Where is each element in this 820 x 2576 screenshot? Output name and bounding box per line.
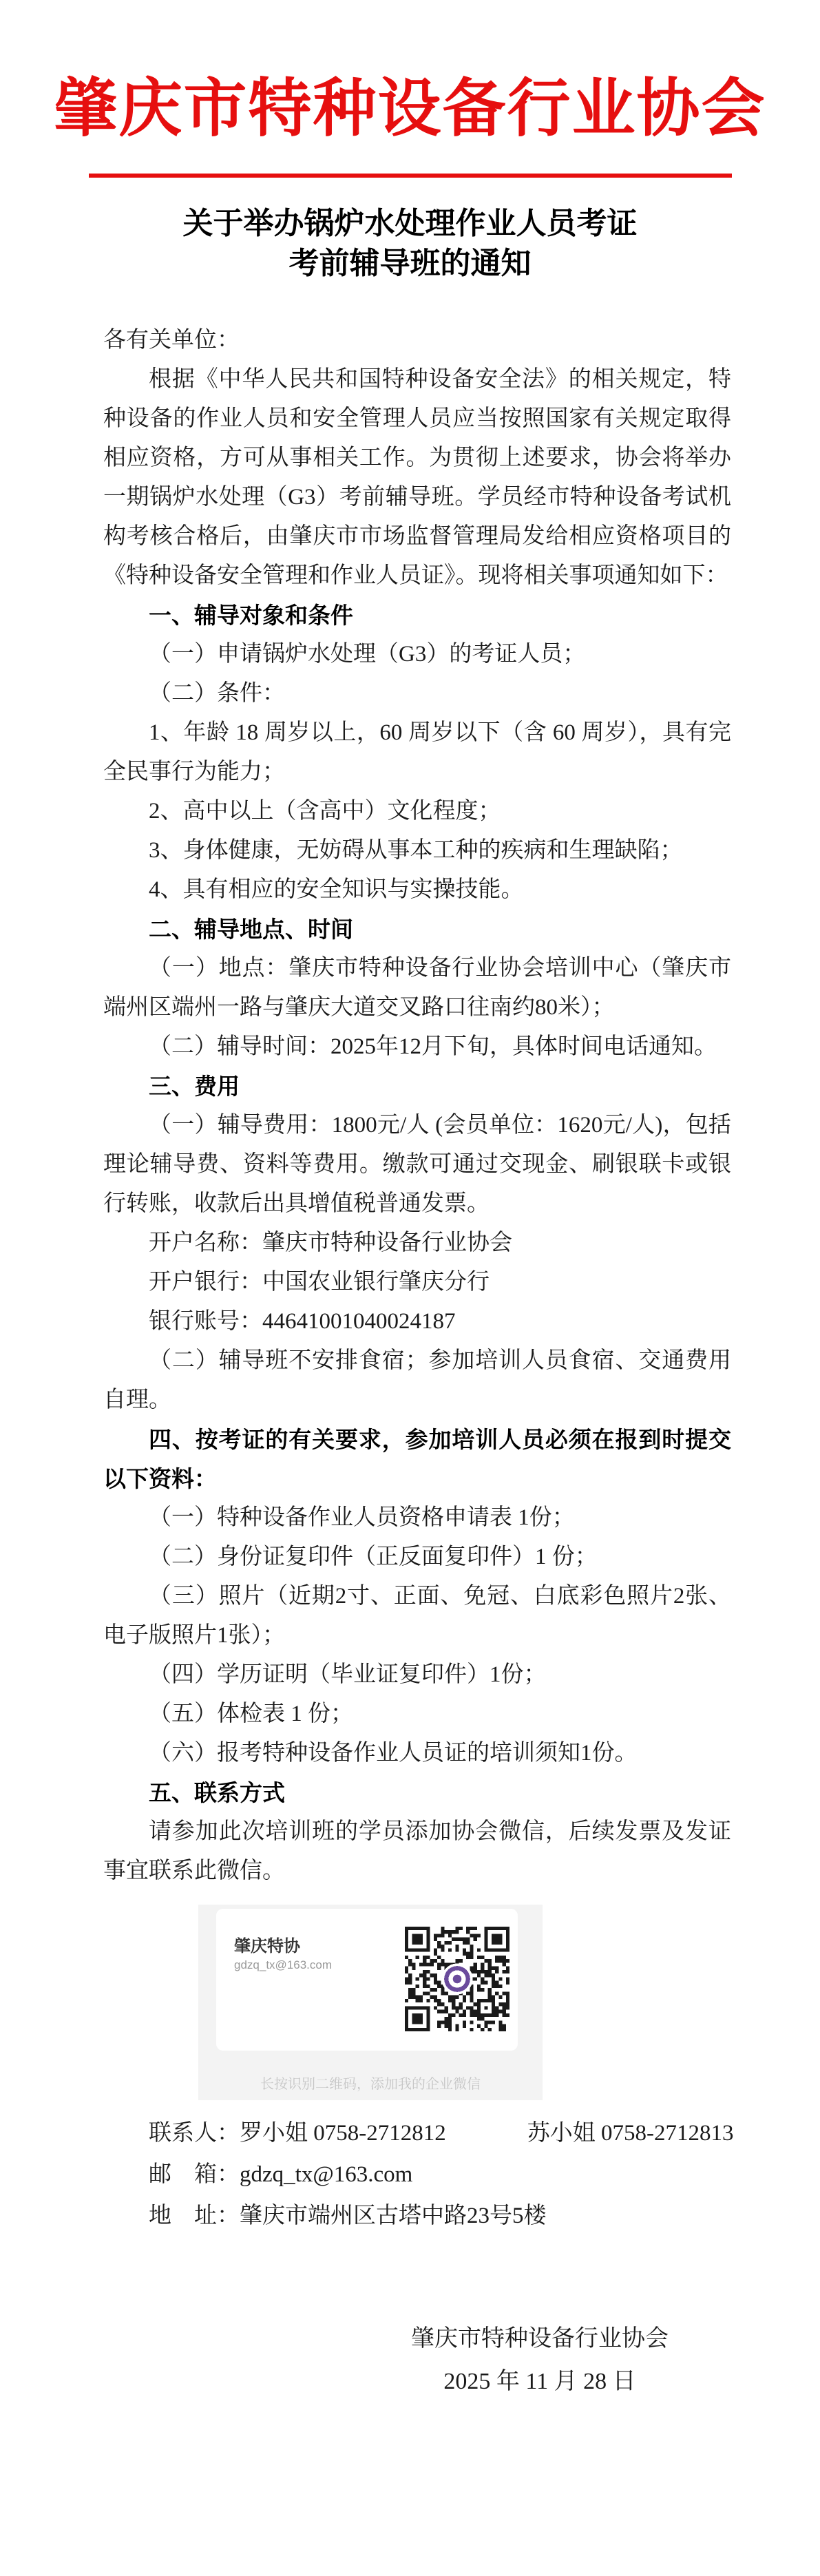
- bank-name: 开户银行：中国农业银行肇庆分行: [149, 1270, 490, 1295]
- contact-email-value: gdzq_tx@163.com: [240, 2162, 413, 2187]
- section3-heading: 三、费用: [149, 1074, 240, 1099]
- section4-item4: （四）学历证明（毕业证复印件）1份；: [149, 1662, 547, 1687]
- section1-item2: （二）条件：: [149, 681, 285, 706]
- section4-item6: （六）报考特种设备作业人员证的培训须知1份。: [149, 1741, 638, 1766]
- wechat-account-email: gdzq_tx@163.com: [234, 1958, 333, 1971]
- section3-item2: （二）辅导班不安排食宿；参加培训人员食宿、交通费用自理。: [103, 1348, 731, 1412]
- wechat-card-panel: [198, 1905, 543, 2100]
- intro-paragraph: 根据《中华人民共和国特种设备安全法》的相关规定，特种设备的作业人员和安全管理人员应当按照国家有关规定取得相应资格，方可从事相关工作。为贯彻上述要求，协会将举办一期锅炉水处理（G3）考前辅导班。学员经市特种设备考试机构考核合格后，由肇庆市市场监督管理局发给相应资格项目的《特种设备安全管理和作业人员证》。现将相关事项通知如下：: [103, 367, 731, 588]
- section4-item3: （三）照片（近期2寸、正面、免冠、白底彩色照片2张、电子版照片1张）；: [103, 1584, 731, 1648]
- section4-item2: （二）身份证复印件（正反面复印件）1 份；: [149, 1544, 598, 1569]
- notice-body: [103, 321, 731, 1891]
- contact-address-label: 地 址：: [149, 2203, 240, 2228]
- doc-title-line1: 关于举办锅炉水处理作业人员考证: [182, 207, 638, 240]
- signature-inner: [411, 2318, 669, 2403]
- signature-block: [0, 2318, 820, 2403]
- signature-org: 肇庆市特种设备行业协会: [411, 2326, 669, 2352]
- contact-persons-line: [103, 2113, 820, 2154]
- section1-item1: （一）申请锅炉水处理（G3）的考证人员；: [149, 642, 586, 667]
- bank-account-name: 开户名称：肇庆市特种设备行业协会: [149, 1231, 512, 1255]
- section4-heading: 四、按考证的有关要求，参加培训人员必须在报到时提交以下资料：: [103, 1427, 731, 1491]
- contact-address-value: 肇庆市端州区古塔中路23号5楼: [240, 2203, 547, 2228]
- wechat-contact-card: [216, 1909, 518, 2051]
- section5-item1: 请参加此次培训班的学员添加协会微信，后续发票及发证事宜联系此微信。: [103, 1819, 731, 1883]
- bank-account-number: 银行账号：44641001040024187: [149, 1309, 456, 1334]
- section5-heading: 五、联系方式: [149, 1780, 285, 1805]
- contact-email-label: 邮 箱：: [149, 2162, 240, 2187]
- contact-person-1: 罗小姐 0758-2712812: [240, 2121, 446, 2146]
- section1-item6: 4、具有相应的安全知识与实操技能。: [149, 877, 524, 902]
- signature-date: 2025 年 11 月 28 日: [443, 2369, 636, 2394]
- section2-item2: （二）辅导时间：2025年12月下旬，具体时间电话通知。: [149, 1034, 717, 1059]
- section2-item1: （一）地点：肇庆市特种设备行业协会培训中心（肇庆市端州区端州一路与肇庆大道交叉路口往南约80米）；: [103, 956, 731, 1020]
- section1-item5: 3、身体健康，无妨碍从事本工种的疾病和生理缺陷；: [149, 838, 683, 863]
- contact-person-label: 联系人：: [149, 2121, 240, 2146]
- section1-heading: 一、辅导对象和条件: [149, 603, 353, 628]
- section3-item1: （一）辅导费用：1800元/人 (会员单位：1620元/人)，包括理论辅导费、资料等费用。缴款可通过交现金、刷银联卡或银行转账，收款后出具增值税普通发票。: [103, 1113, 731, 1216]
- contact-block: [103, 2113, 820, 2237]
- salutation: 各有关单位：: [103, 328, 240, 353]
- red-divider: [89, 174, 732, 178]
- contact-person-2: 苏小姐 0758-2712813: [527, 2121, 734, 2146]
- section2-heading: 二、辅导地点、时间: [149, 917, 353, 942]
- section1-item4: 2、高中以上（含高中）文化程度；: [149, 799, 501, 824]
- qr-caption: 长按识别二维码，添加我的企业微信: [260, 2077, 481, 2092]
- section1-item3: 1、年龄 18 周岁以上，60 周岁以下（含 60 周岁），具有完全民事行为能力；: [103, 720, 731, 784]
- wechat-account-name: 肇庆特协: [234, 1937, 300, 1956]
- doc-title: [0, 204, 820, 284]
- doc-title-line2: 考前辅导班的通知: [288, 247, 532, 280]
- section4-item5: （五）体检表 1 份；: [149, 1701, 353, 1726]
- contact-email-line: [103, 2154, 820, 2195]
- contact-address-line: [103, 2195, 820, 2237]
- section4-item1: （一）特种设备作业人员资格申请表 1份；: [149, 1505, 575, 1530]
- qr-code: [405, 1927, 509, 2031]
- org-title: 肇庆市特种设备行业协会: [54, 74, 766, 144]
